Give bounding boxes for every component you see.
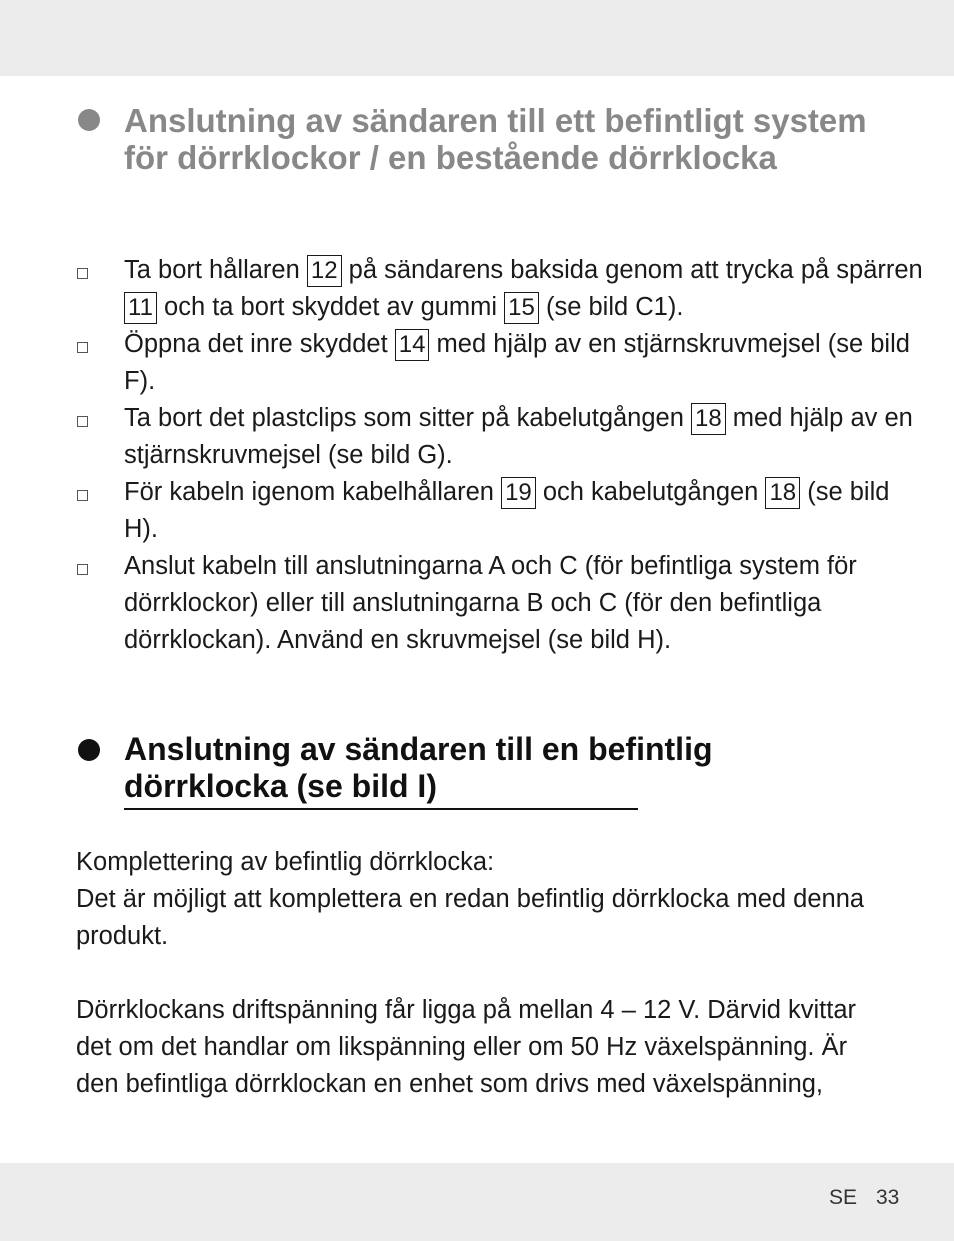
section-title-1: Anslutning av sändaren till ett befintligt system för dörrklockor / en bestående dörrklocka bbox=[124, 102, 867, 176]
part-reference: 19 bbox=[501, 477, 536, 509]
section-title-2: Anslutning av sändaren till en befintlig dörrklocka (se bild I) bbox=[124, 731, 713, 804]
footer-band bbox=[0, 1163, 954, 1241]
checkbox-square-icon bbox=[77, 564, 88, 575]
part-reference: 15 bbox=[504, 292, 539, 324]
part-reference: 18 bbox=[765, 477, 800, 509]
header-band bbox=[0, 0, 954, 76]
instruction-list bbox=[124, 252, 924, 659]
bullet-icon bbox=[78, 109, 100, 131]
page-number: 33 bbox=[876, 1186, 900, 1209]
list-item: Ta bort det plastclips som sitter på kabelutgången 18 med hjälp av en stjärnskruvmejsel (se bild G). bbox=[124, 400, 924, 474]
part-reference: 12 bbox=[307, 255, 342, 287]
checkbox-square-icon bbox=[77, 490, 88, 501]
list-item: För kabeln igenom kabelhållaren 19 och kabelutgången 18 (se bild H). bbox=[124, 474, 924, 548]
checkbox-square-icon bbox=[77, 268, 88, 279]
paragraph-supplement: Komplettering av befintlig dörrklocka: Det är möjligt att komplettera en redan befintlig dörrklocka med denna produkt. bbox=[76, 848, 865, 950]
paragraph-voltage: Dörrklockans driftspänning får ligga på mellan 4 – 12 V. Därvid kvittar det om det handlar om likspänning eller om 50 Hz växelspänning. Är den befintliga dörrklockan en enhet som drivs med växelspänning, bbox=[76, 996, 857, 1098]
checkbox-square-icon bbox=[77, 342, 88, 353]
list-item: Ta bort hållaren 12 på sändarens baksida genom att trycka på spärren 11 och ta bort skyddet av gummi 15 (se bild C1). bbox=[124, 252, 924, 326]
part-reference: 14 bbox=[395, 329, 430, 361]
bullet-icon bbox=[78, 739, 100, 761]
checkbox-square-icon bbox=[77, 416, 88, 427]
footer-language: SE bbox=[829, 1186, 858, 1209]
list-item: Anslut kabeln till anslutningarna A och C (för befintliga system för dörrklockor) eller till anslutningarna B och C (för den befintliga dörrklockan). Använd en skruvmejsel (se bild H). bbox=[124, 548, 924, 659]
part-reference: 11 bbox=[124, 292, 157, 324]
list-item: Öppna det inre skyddet 14 med hjälp av en stjärnskruvmejsel (se bild F). bbox=[124, 326, 924, 400]
part-reference: 18 bbox=[691, 403, 726, 435]
heading-underline bbox=[124, 808, 638, 810]
